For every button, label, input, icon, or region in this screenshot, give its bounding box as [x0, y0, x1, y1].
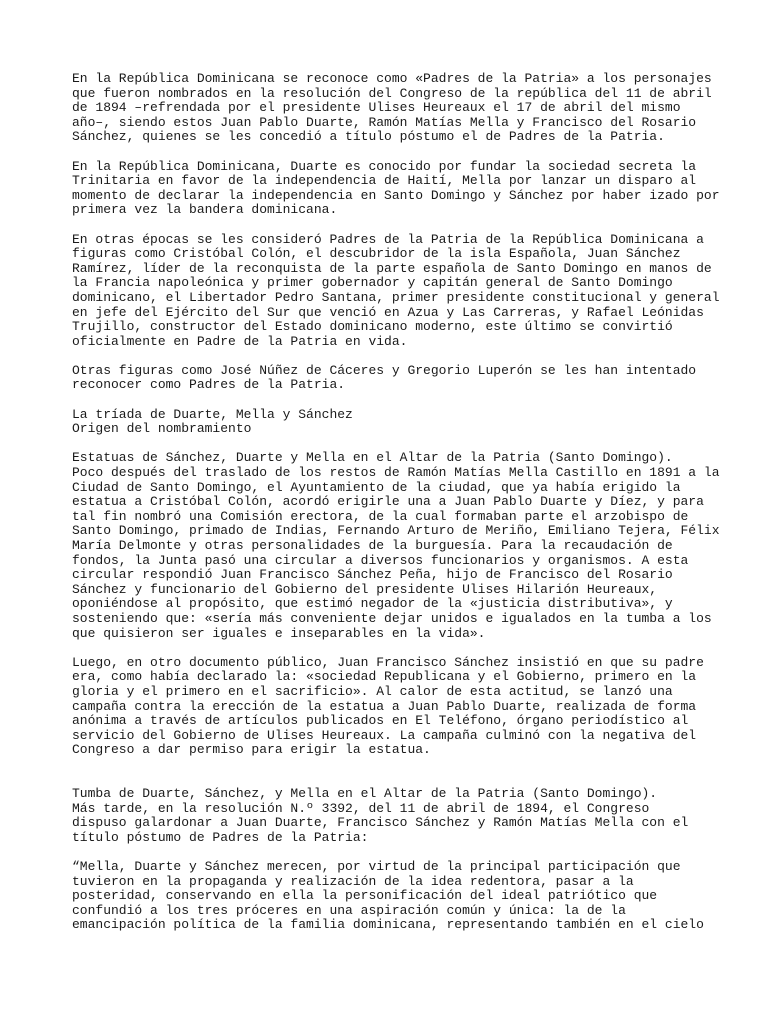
- paragraph-resolucion-3392: Tumba de Duarte, Sánchez, y Mella en el Altar de la Patria (Santo Domingo). Más tarde, en la resolución N.º 3392, del 11 de abril de 1894, el Congreso dispuso galardonar a Juan Duarte, Francisco Sánchez y Ramón Matías Mella con el título póstumo de Padres de la Patria:: [72, 786, 689, 845]
- paragraph-otras-epocas: En otras épocas se les consideró Padres de la Patria de la República Dominicana a figuras como Cristóbal Colón, el descubridor de la isla Española, Juan Sánchez Ramírez, líder de la reconquista de la parte española de Santo Domingo en manos de la Francia napoleónica y primer gobernador y capitán general de Santo Domingo dominicano, el Libertador Pedro Santana, primer presidente constitucional y general en jefe del Ejército del Sur que venció en Azua y Las Carreras, y Rafael Leónidas Trujillo, constructor del Estado dominicano moderno, este último se convirtió oficialmente en Padre de la Patria en vida.: [72, 231, 720, 349]
- section-heading-triada: La tríada de Duarte, Mella y Sánchez Origen del nombramiento: [72, 406, 353, 437]
- paragraph-padres-de-la-patria-intro: En la República Dominicana se reconoce como «Padres de la Patria» a los personajes que fueron nombrados en la resolución del Congreso de la república del 11 de abril de 1894 –refrendada por el presidente Ulises Heureaux el 17 de abril del mismo año–, siendo estos Juan Pablo Duarte, Ramón Matías Mella y Francisco del Rosario Sánchez, quienes se les concedió a título póstumo el de Padres de la Patria.: [72, 71, 712, 145]
- document-page: [72, 71, 720, 948]
- paragraph-duarte-mella-sanchez-roles: En la República Dominicana, Duarte es conocido por fundar la sociedad secreta la Trinitaria en favor de la independencia de Haití, Mella por lanzar un disparo al momento de declarar la independencia en Santo Domingo y Sánchez por haber izado por primera vez la bandera dominicana.: [72, 158, 720, 218]
- paragraph-cita-resolucion: “Mella, Duarte y Sánchez merecen, por virtud de la principal participación que tuvieron en la propaganda y realización de la idea redentora, pasar a la posteridad, conservando en ella la personificación del ideal patriótico que confundió a los tres próceres en una aspiración común y única: la de la emancipación política de la familia dominicana, representando también en el cielo: [72, 859, 704, 933]
- paragraph-otras-figuras: Otras figuras como José Núñez de Cáceres y Gregorio Luperón se les han intentado reconocer como Padres de la Patria.: [72, 362, 697, 393]
- paragraph-campana-contra-estatua: Luego, en otro documento público, Juan Francisco Sánchez insistió en que su padre era, como había declarado la: «sociedad Republicana y el Gobierno, primero en la gloria y el primero en el sacrificio». Al calor de esta actitud, se lanzó una campaña contra la erección de la estatua a Juan Pablo Duarte, realizada de forma anónima a través de artículos publicados en El Teléfono, órgano periodístico al servicio del Gobierno de Ulises Heureaux. La campaña culminó con la negativa del Congreso a dar permiso para erigir la estatua.: [72, 654, 704, 758]
- paragraph-estatuas-origen: Estatuas de Sánchez, Duarte y Mella en el Altar de la Patria (Santo Domingo). Poco después del traslado de los restos de Ramón Matías Mella Castillo en 1891 a la Ciudad de Santo Domingo, el Ayuntamiento de la ciudad, que ya había erigido la estatua a Cristóbal Colón, acordó erigirle una a Juan Pablo Duarte y Díez, y para tal fin nombró una Comisión erectora, de la cual formaban parte el arzobispo de Santo Domingo, primado de Indias, Fernando Arturo de Meriño, Emiliano Tejera, Félix María Delmonte y otras personalidades de la burguesía. Para la recaudación de fondos, la Junta pasó una circular a diversos funcionarios y organismos. A esta circular respondió Juan Francisco Sánchez Peña, hijo de Francisco del Rosario Sánchez y funcionario del Gobierno del presidente Ulises Hilarión Heureaux, oponiéndose al propósito, que estimó negador de la «justicia distributiva», y sosteniendo que: «sería más conveniente dejar unidos e igualados en la tumba a los que quisieron ser iguales e inseparables en la vida».: [72, 450, 720, 641]
